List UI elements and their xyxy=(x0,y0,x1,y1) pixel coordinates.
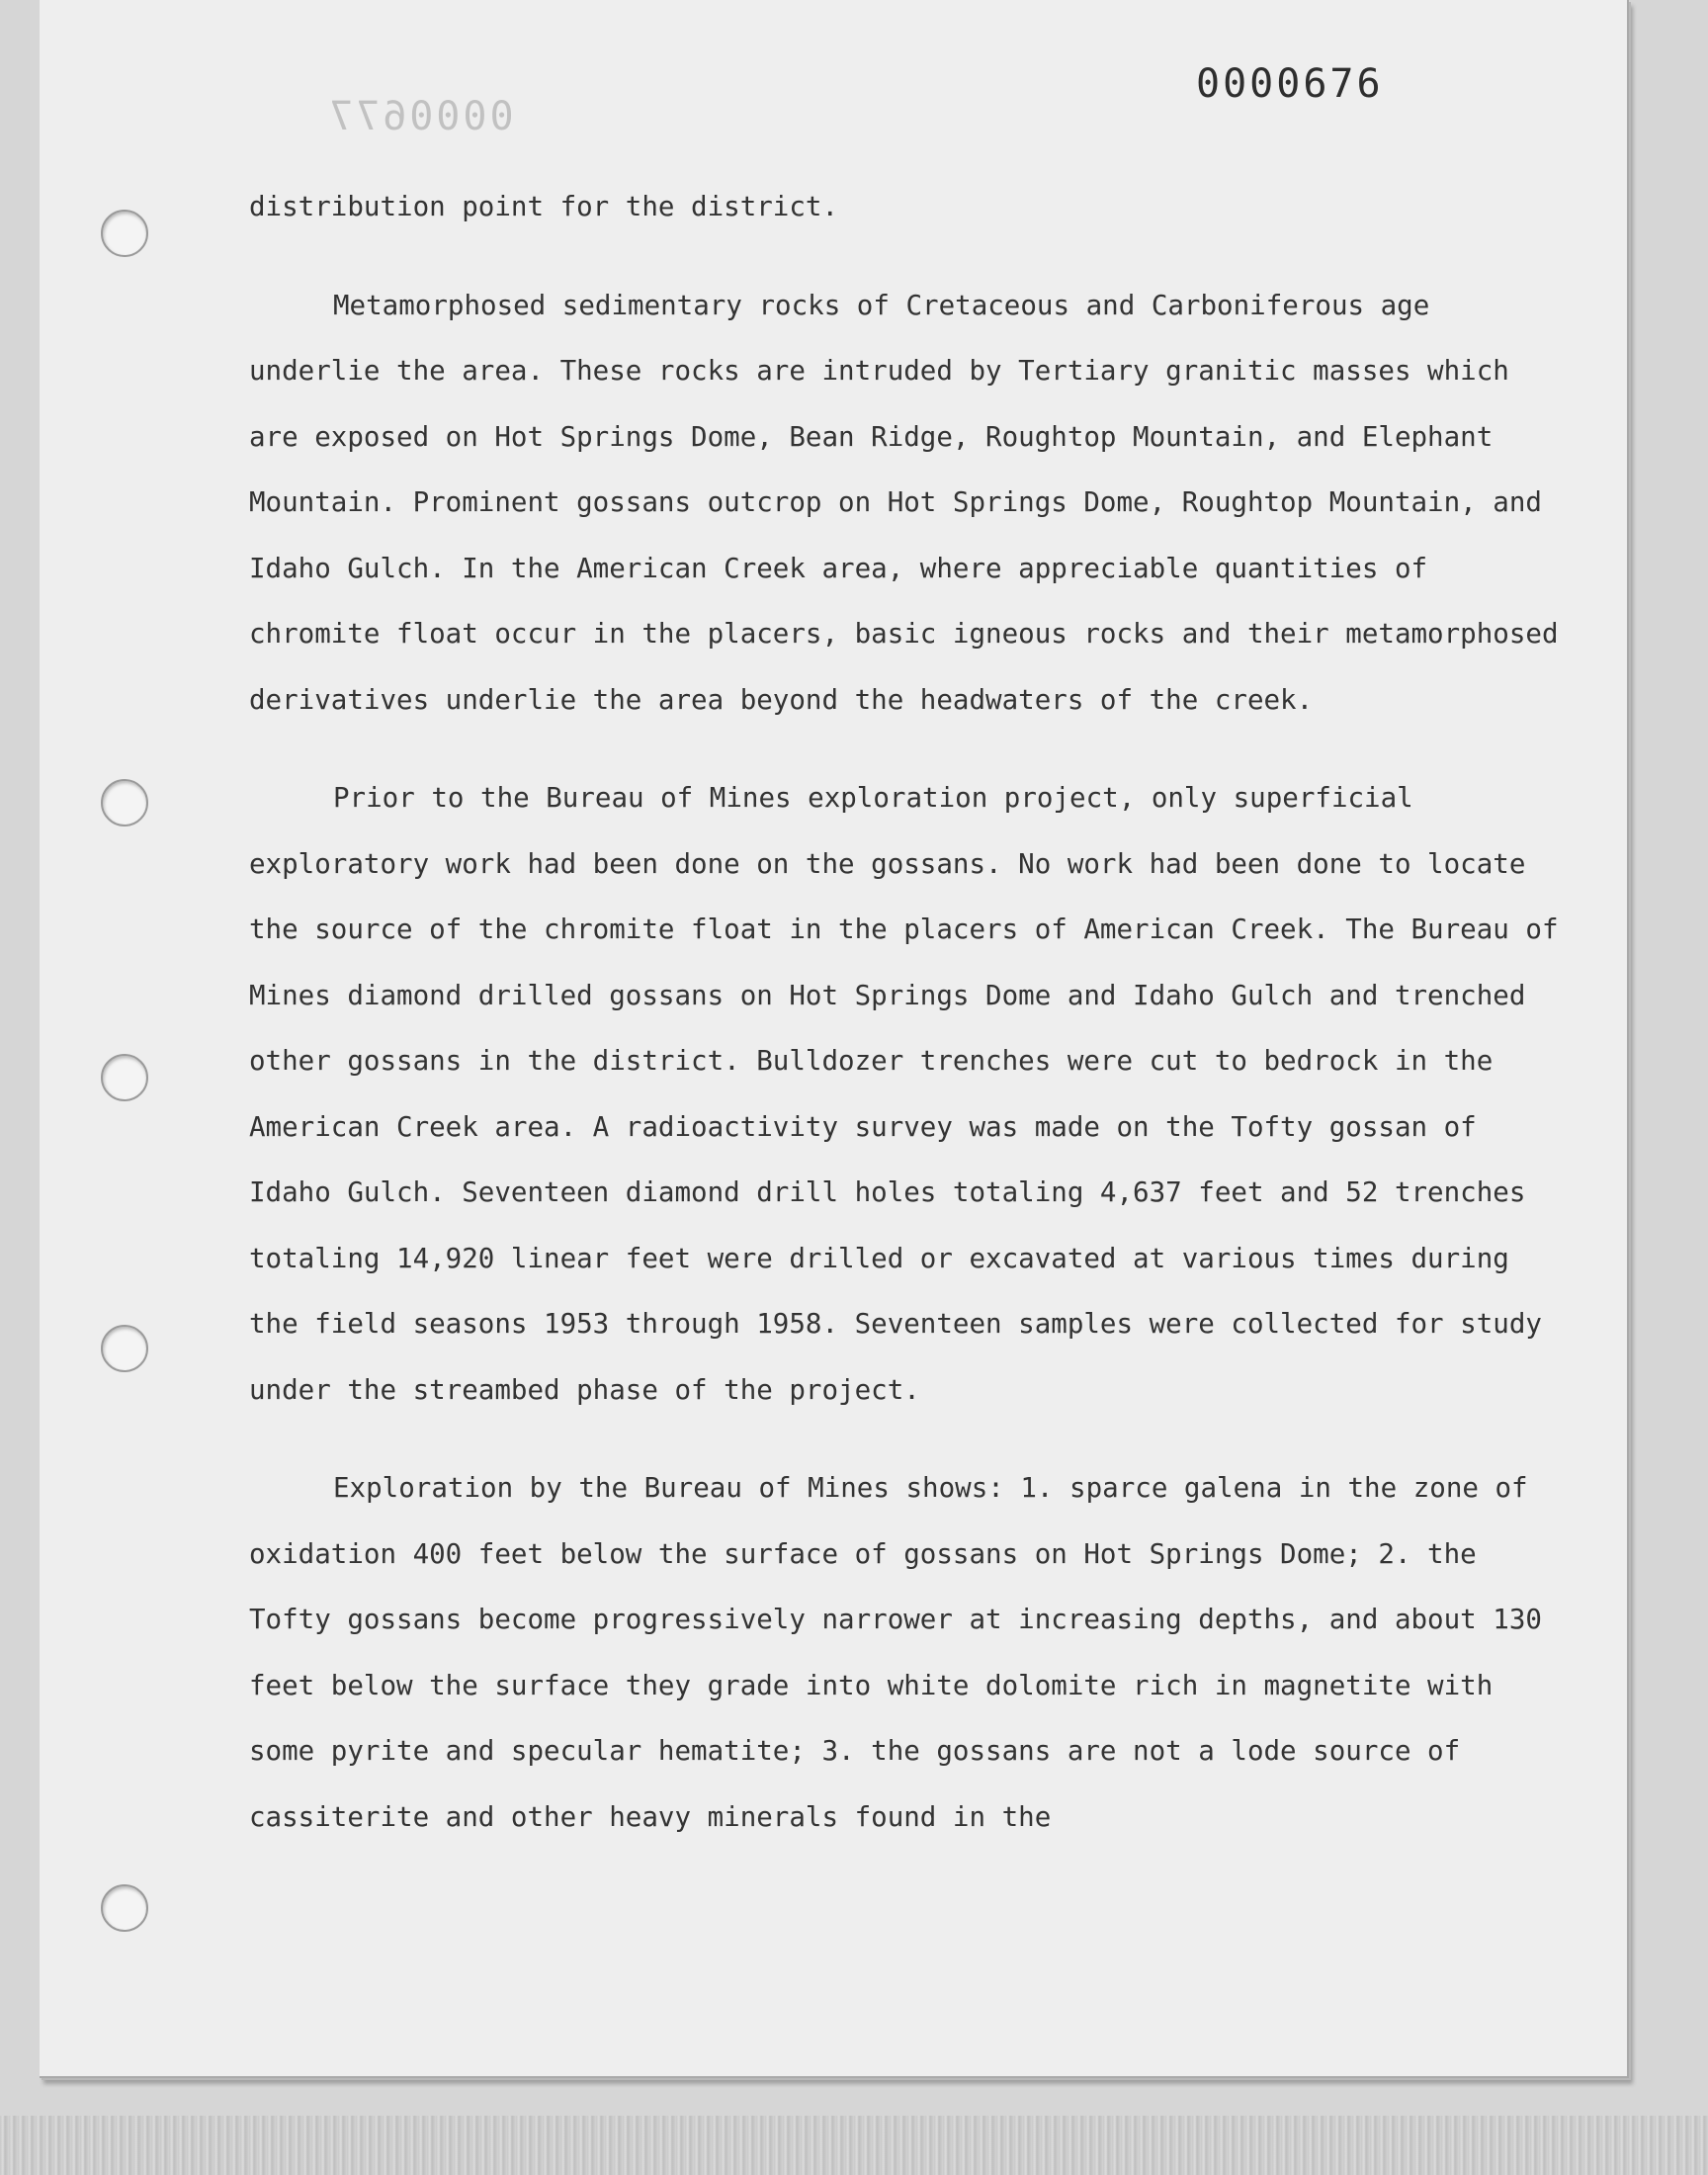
punch-hole xyxy=(101,210,148,257)
document-page xyxy=(40,0,1629,2078)
scanner-edge xyxy=(0,2116,1708,2175)
paragraph-geology: Metamorphosed sedimentary rocks of Cretaceous and Carboniferous age underlie the area. These rocks are intruded by Tertiary granitic masses which are exposed on Hot Springs Dome, Bean Ridge, Roughtop Mountain, and Elephant Mountain. Prominent gossans outcrop on Hot Springs Dome, Roughtop Mountain, and Idaho Gulch. In the American Creek area, where appreciable quantities of chromite float occur in the placers, basic igneous rocks and their metamorphosed derivatives underlie the area beyond the headwaters of the creek. xyxy=(249,289,1559,716)
bleed-through-page-number: 0000677 xyxy=(326,94,514,139)
punch-hole xyxy=(101,779,148,826)
punch-hole xyxy=(101,1325,148,1372)
page-number: 0000676 xyxy=(1196,61,1384,107)
body-text xyxy=(249,174,1564,1882)
paragraph-exploration-results: Exploration by the Bureau of Mines shows: 1. sparce galena in the zone of oxidation 400 feet below the surface of gossans on Hot Springs Dome; 2. the Tofty gossans become progressively narrower at increasing depths, and about 130 feet below the surface they grade into white dolomite rich in magnetite with some pyrite and specular hematite; 3. the gossans are not a lode source of cassiterite and other heavy minerals found in the xyxy=(249,1472,1542,1833)
punch-hole xyxy=(101,1884,148,1932)
punch-hole xyxy=(101,1054,148,1101)
paragraph-continuation: distribution point for the district. xyxy=(249,191,839,222)
paragraph-exploration-work: Prior to the Bureau of Mines exploration project, only superficial exploratory work had been done on the gossans. No work had been done to locate the source of the chromite float in the placers of American Creek. The Bureau of Mines diamond drilled gossans on Hot Springs Dome and Idaho Gulch and trenched other gossans in the district. Bulldozer trenches were cut to bedrock in the American Creek area. A radioactivity survey was made on the Tofty gossan of Idaho Gulch. Seventeen diamond drill holes totaling 4,637 feet and 52 trenches totaling 14,920 linear feet were drilled or excavated at various times during the field seasons 1953 through 1958. Seventeen samples were collected for study under the streambed phase of the project. xyxy=(249,782,1559,1406)
